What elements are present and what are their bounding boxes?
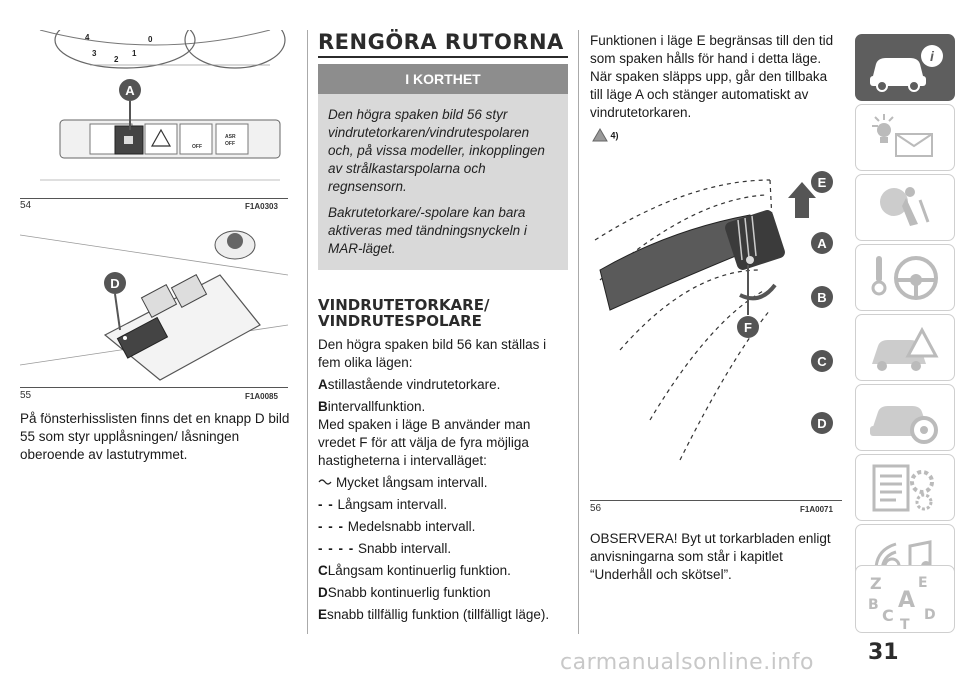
gauge-tick: 2 <box>114 55 119 64</box>
position-d <box>318 584 570 602</box>
esc-off-label: OFF <box>192 144 202 150</box>
figure-code: F1A0071 <box>800 505 833 514</box>
interval-3 <box>318 518 570 536</box>
summary-paragraph: Den högra spaken bild 56 styr vindrutetorkaren/vindrutespolaren och, på vissa modeller, inkopplingen av strålkastarspolarna och regnsensorn. <box>328 107 545 194</box>
index-letter: C <box>882 606 894 625</box>
position-key: B <box>318 399 328 414</box>
position-text: stillastående vindrutetorkare. <box>327 377 501 392</box>
tab-warning-lights[interactable] <box>855 104 955 171</box>
interval-1 <box>318 474 570 492</box>
figure-number: 56 <box>590 503 602 514</box>
position-key: A <box>318 377 328 392</box>
callout-f <box>737 265 759 338</box>
callout-letter: A <box>817 236 827 251</box>
index-icon <box>866 571 946 631</box>
callout-a: A <box>125 83 135 98</box>
index-letter: A <box>898 588 916 613</box>
watermark: carmanualsonline.info <box>560 650 814 675</box>
intro-text: Den högra spaken bild 56 kan ställas i fem olika lägen: <box>318 337 547 370</box>
position-key: C <box>318 563 328 579</box>
figure-number: 54 <box>20 200 32 211</box>
sub-heading-line: VINDRUTETORKARE/ <box>318 296 490 314</box>
tab-maintenance[interactable] <box>855 384 955 451</box>
position-text: intervallfunktion. <box>327 399 426 414</box>
column-divider <box>307 30 308 634</box>
interval-symbol: - - - - <box>318 541 355 557</box>
callout-e <box>811 171 833 193</box>
paragraph-door-lock: På fönsterhisslisten finns det en knapp D bild 55 som styr upplåsningen/ låsningen oberoende av lastutrymmet. <box>20 411 290 462</box>
callout-d: D <box>110 276 120 291</box>
index-letter: Z <box>870 574 882 593</box>
emergency-icon <box>866 320 946 376</box>
paragraph-note-wiper-blades: OBSERVERA! Byt ut torkarbladen enligt anvisningarna som står i kapitlet “Underhåll och skötsel”. <box>590 531 831 582</box>
gauge-tick: 1 <box>132 49 137 58</box>
paragraph-position-e: Funktionen i läge E begränsas till den tid som spaken hålls för hand i detta läge. När spaken släpps upp, går den tillbaka till läge A och stänger automatiskt av vindrutetorkaren. <box>590 33 834 120</box>
tab-car-info[interactable] <box>855 34 955 101</box>
interval-text: Medelsnabb intervall. <box>347 519 476 535</box>
figure-code: F1A0303 <box>245 202 278 211</box>
position-b <box>318 398 570 416</box>
interval-symbol: - - - <box>318 519 344 535</box>
figure-rule <box>590 500 842 501</box>
summary-paragraph: Bakrutetorkare/-spolare kan bara aktiveras med tändningsnyckeln i MAR-läget. <box>328 205 527 256</box>
sub-heading-line: VINDRUTESPOLARE <box>318 312 482 330</box>
gauge-tick: 0 <box>148 35 153 44</box>
asr-label: ASR <box>225 134 236 140</box>
tab-technical-data[interactable] <box>855 454 955 521</box>
gauge-tick: 3 <box>92 49 97 58</box>
callout-c <box>811 350 833 372</box>
index-letter: D <box>924 607 936 623</box>
figure-rule <box>20 387 288 388</box>
heading-rule <box>318 56 568 58</box>
safety-airbag-icon <box>866 180 946 236</box>
position-key: D <box>318 585 328 601</box>
interval-2 <box>318 496 570 514</box>
interval-symbol: - - <box>318 497 334 513</box>
maintenance-icon <box>866 390 946 446</box>
interval-text: Långsam intervall. <box>337 497 448 513</box>
technical-data-icon <box>866 460 946 516</box>
callout-letter: C <box>817 354 827 369</box>
index-letter: E <box>918 575 928 591</box>
index-letter: T <box>900 617 910 631</box>
figure-number: 55 <box>20 390 32 401</box>
interval-text: Snabb intervall. <box>358 541 452 557</box>
callout-letter: B <box>817 290 827 305</box>
sub-heading <box>318 297 568 329</box>
page-number: 31 <box>868 640 899 665</box>
interval-4 <box>318 540 570 558</box>
callout-letter: E <box>817 175 827 190</box>
position-text: snabb tillfällig funktion (tillfälligt läge). <box>327 607 550 623</box>
interval-very-slow-icon <box>318 474 336 492</box>
figure-rule <box>20 198 288 199</box>
position-text: Snabb kontinuerlig funktion <box>327 585 491 601</box>
interval-text: Mycket långsam intervall. <box>336 475 488 490</box>
index-letter: B <box>868 597 879 613</box>
column-divider <box>578 30 579 634</box>
figure-56 <box>590 160 842 495</box>
figure-54 <box>20 30 288 190</box>
warning-note <box>592 128 619 144</box>
figure-code: F1A0085 <box>245 392 278 401</box>
gauge-tick: 4 <box>85 33 90 42</box>
callout-letter: D <box>817 416 827 431</box>
section-heading: RENGÖRA RUTORNA <box>318 30 564 54</box>
figure-55 <box>20 215 288 383</box>
callout-a <box>811 232 833 254</box>
summary-title: I KORTHET <box>318 64 568 94</box>
svg-text:i: i <box>930 48 934 64</box>
asr-off-label: OFF <box>225 141 235 147</box>
tab-emergency[interactable] <box>855 314 955 381</box>
callout-d <box>811 412 833 434</box>
position-text: Långsam kontinuerlig funktion. <box>327 563 511 579</box>
tab-index[interactable] <box>855 565 955 633</box>
callout-b <box>811 286 833 308</box>
position-key: E <box>318 607 328 623</box>
steering-wheel-icon <box>866 250 946 306</box>
position-b-details: Med spaken i läge B använder man vredet F för att välja de fyra möjliga hastigheterna i intervalläget: <box>318 417 531 468</box>
position-c <box>318 562 570 580</box>
car-info-icon <box>866 40 946 96</box>
position-e <box>318 606 570 624</box>
note-ref: 4) <box>610 130 619 141</box>
position-a <box>318 376 570 394</box>
callout-letter: F <box>744 320 752 335</box>
summary-box <box>318 94 568 270</box>
tab-safety[interactable] <box>855 174 955 241</box>
warning-triangle-icon <box>592 128 608 144</box>
warning-lights-icon <box>866 110 946 166</box>
wiper-positions <box>318 336 570 624</box>
tab-starting-driving[interactable] <box>855 244 955 311</box>
